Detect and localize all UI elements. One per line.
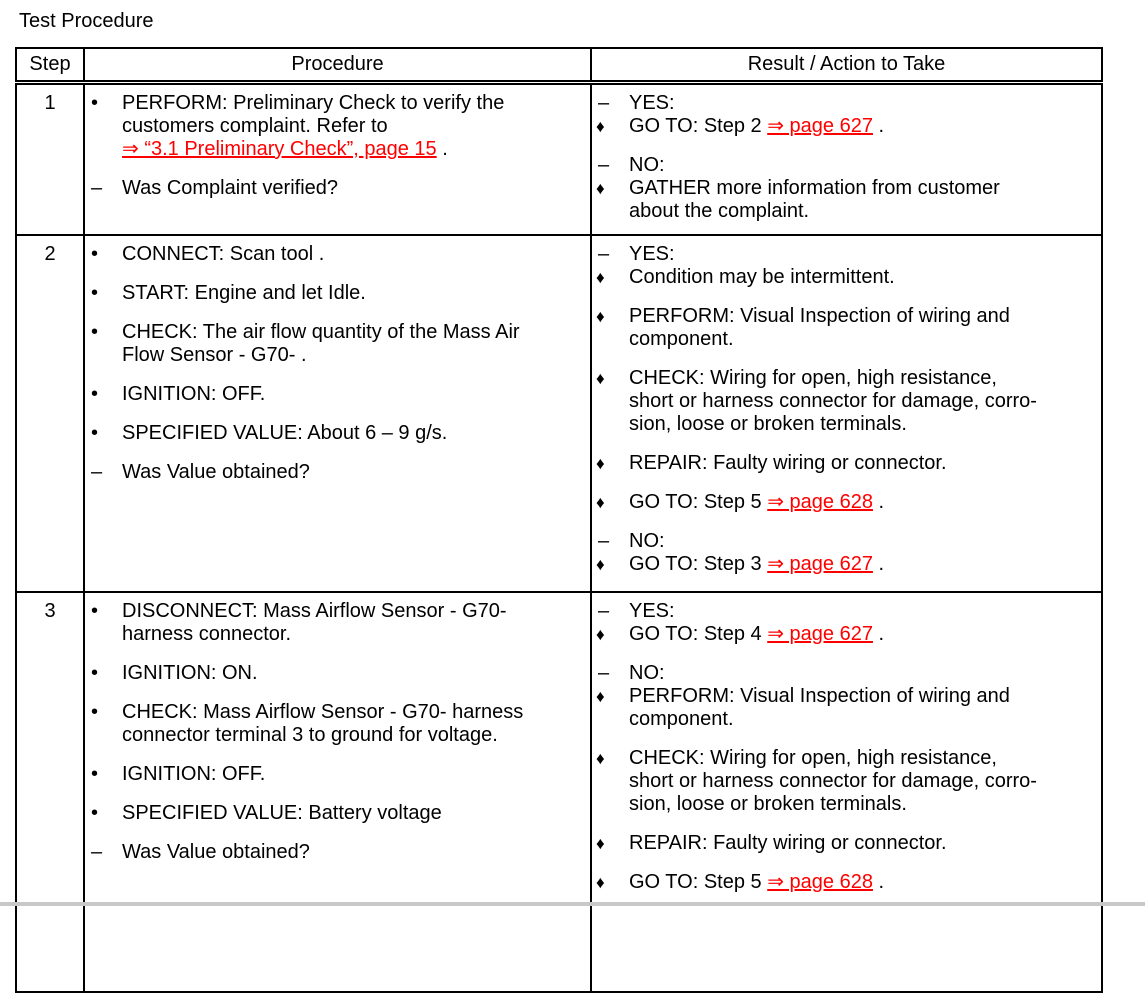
bullet-icon: • <box>91 700 99 723</box>
list-item <box>85 383 590 406</box>
list-item <box>592 530 1101 553</box>
dash-marker-icon: – <box>91 177 103 199</box>
item-text-tail: . <box>872 552 885 575</box>
bullet-icon: • <box>91 661 99 684</box>
diamond-bullet-icon: ♦ <box>596 368 605 388</box>
dash-marker-icon: – <box>598 154 610 176</box>
list-item <box>592 662 1101 685</box>
item-text-tail: . <box>872 115 885 137</box>
list-item <box>85 177 590 200</box>
item-text: CHECK: Mass Airflow Sensor - G70- harness connector terminal 3 to ground for voltage. <box>122 700 524 746</box>
result-cell <box>591 592 1102 992</box>
item-text: CONNECT: Scan tool . <box>122 242 325 265</box>
item-text: PERFORM: Preliminary Check to verify the customers complaint. Refer to <box>122 92 505 137</box>
item-text: GO TO: Step 4 <box>629 622 768 645</box>
list-item <box>85 321 590 367</box>
item-text: REPAIR: Faulty wiring or connector. <box>629 451 947 474</box>
diamond-bullet-icon: ♦ <box>596 872 605 892</box>
list-item <box>85 662 590 685</box>
item-text: IGNITION: ON. <box>122 661 258 684</box>
cross-reference-link[interactable]: ⇒ page 627 <box>767 115 873 137</box>
list-item <box>85 802 590 825</box>
item-text: NO: <box>629 154 665 176</box>
list-item <box>592 243 1101 266</box>
list-item <box>85 422 590 445</box>
dash-marker-icon: – <box>91 840 103 863</box>
diamond-bullet-icon: ♦ <box>596 748 605 768</box>
list-item <box>85 701 590 747</box>
bullet-icon: • <box>91 92 99 114</box>
item-text: YES: <box>629 92 675 114</box>
diamond-bullet-icon: ♦ <box>596 492 605 512</box>
item-text: CHECK: Wiring for open, high resistance, short or harness connector for damage, corro- sion, loose or broken terminals. <box>629 366 1037 435</box>
list-item <box>592 367 1101 436</box>
list-item <box>592 154 1101 177</box>
diamond-bullet-icon: ♦ <box>596 117 605 136</box>
header-step: Step <box>16 48 84 83</box>
cross-reference-link[interactable]: ⇒ page 628 <box>767 870 873 893</box>
list-item <box>592 623 1101 646</box>
section-title: Test Procedure <box>19 10 154 32</box>
item-text: NO: <box>629 661 665 684</box>
step-number: 1 <box>16 83 84 235</box>
list-item <box>592 452 1101 475</box>
item-text: PERFORM: Visual Inspection of wiring and component. <box>629 684 1010 730</box>
list-item <box>85 92 590 161</box>
diamond-bullet-icon: ♦ <box>596 686 605 706</box>
bullet-icon: • <box>91 762 99 785</box>
item-text: YES: <box>629 599 675 622</box>
diamond-bullet-icon: ♦ <box>596 306 605 326</box>
result-cell <box>591 235 1102 592</box>
table-row <box>16 592 1102 992</box>
list-item <box>85 763 590 786</box>
test-procedure-table <box>15 47 1103 993</box>
item-text: PERFORM: Visual Inspection of wiring and component. <box>629 304 1010 350</box>
item-text: GO TO: Step 3 <box>629 552 768 575</box>
dash-marker-icon: – <box>598 92 610 114</box>
item-text-tail: . <box>872 622 885 645</box>
item-text: START: Engine and let Idle. <box>122 281 366 304</box>
item-text: CHECK: Wiring for open, high resistance, short or harness connector for damage, corro- sion, loose or broken terminals. <box>629 746 1037 815</box>
diamond-bullet-icon: ♦ <box>596 453 605 473</box>
item-text: SPECIFIED VALUE: Battery voltage <box>122 801 442 824</box>
item-text: REPAIR: Faulty wiring or connector. <box>629 831 947 854</box>
list-item <box>592 871 1101 894</box>
item-text-tail: . <box>872 490 885 513</box>
item-text: DISCONNECT: Mass Airflow Sensor - G70- harness connector. <box>122 599 507 645</box>
bullet-icon: • <box>91 242 99 265</box>
item-text: IGNITION: OFF. <box>122 762 266 785</box>
item-text-tail: . <box>436 138 448 160</box>
item-text: Condition may be intermittent. <box>629 265 895 288</box>
list-item <box>85 282 590 305</box>
list-item <box>85 600 590 646</box>
list-item <box>85 243 590 266</box>
item-text-tail: . <box>872 870 885 893</box>
item-text: Was Value obtained? <box>122 840 310 863</box>
list-item <box>592 491 1101 514</box>
page-bottom-border <box>0 902 1145 906</box>
diamond-bullet-icon: ♦ <box>596 179 605 198</box>
cross-reference-link[interactable]: ⇒ page 627 <box>767 622 873 645</box>
item-text: GATHER more information from customer about the complaint. <box>629 177 1000 222</box>
cross-reference-link[interactable]: ⇒ page 628 <box>767 490 873 513</box>
table-header-row <box>16 48 1102 83</box>
item-text: Was Value obtained? <box>122 460 310 483</box>
diamond-bullet-icon: ♦ <box>596 624 605 644</box>
bullet-icon: • <box>91 599 99 622</box>
list-item <box>592 266 1101 289</box>
list-item <box>592 747 1101 816</box>
diamond-bullet-icon: ♦ <box>596 267 605 287</box>
cross-reference-link[interactable]: ⇒ “3.1 Preliminary Check”, page 15 <box>122 138 437 160</box>
item-text: GO TO: Step 5 <box>629 870 768 893</box>
item-text: SPECIFIED VALUE: About 6 – 9 g/s. <box>122 421 448 444</box>
step-number: 3 <box>16 592 84 992</box>
header-procedure: Procedure <box>84 48 591 83</box>
dash-marker-icon: – <box>598 661 610 684</box>
table-row <box>16 83 1102 235</box>
result-cell <box>591 83 1102 235</box>
header-result: Result / Action to Take <box>591 48 1102 83</box>
list-item <box>592 685 1101 731</box>
list-item <box>85 841 590 864</box>
list-item <box>592 832 1101 855</box>
item-text: Was Complaint verified? <box>122 177 339 199</box>
dash-marker-icon: – <box>598 242 610 265</box>
list-item <box>592 305 1101 351</box>
bullet-icon: • <box>91 801 99 824</box>
item-text: NO: <box>629 529 665 552</box>
bullet-icon: • <box>91 382 99 405</box>
item-text: GO TO: Step 2 <box>629 115 768 137</box>
dash-marker-icon: – <box>598 529 610 552</box>
table-row <box>16 235 1102 592</box>
list-item <box>592 115 1101 138</box>
step-number: 2 <box>16 235 84 592</box>
procedure-cell <box>84 83 591 235</box>
cross-reference-link[interactable]: ⇒ page 627 <box>767 552 873 575</box>
procedure-cell <box>84 592 591 992</box>
list-item <box>85 461 590 484</box>
dash-marker-icon: – <box>91 460 103 483</box>
bullet-icon: • <box>91 421 99 444</box>
item-text: YES: <box>629 242 675 265</box>
item-text: CHECK: The air flow quantity of the Mass Air Flow Sensor - G70- . <box>122 320 520 366</box>
item-text: GO TO: Step 5 <box>629 490 768 513</box>
bullet-icon: • <box>91 281 99 304</box>
dash-marker-icon: – <box>598 599 610 622</box>
item-text: IGNITION: OFF. <box>122 382 266 405</box>
procedure-cell <box>84 235 591 592</box>
list-item <box>592 92 1101 115</box>
list-item <box>592 177 1101 223</box>
list-item <box>592 553 1101 576</box>
diamond-bullet-icon: ♦ <box>596 554 605 574</box>
bullet-icon: • <box>91 320 99 343</box>
list-item <box>592 600 1101 623</box>
diamond-bullet-icon: ♦ <box>596 833 605 853</box>
